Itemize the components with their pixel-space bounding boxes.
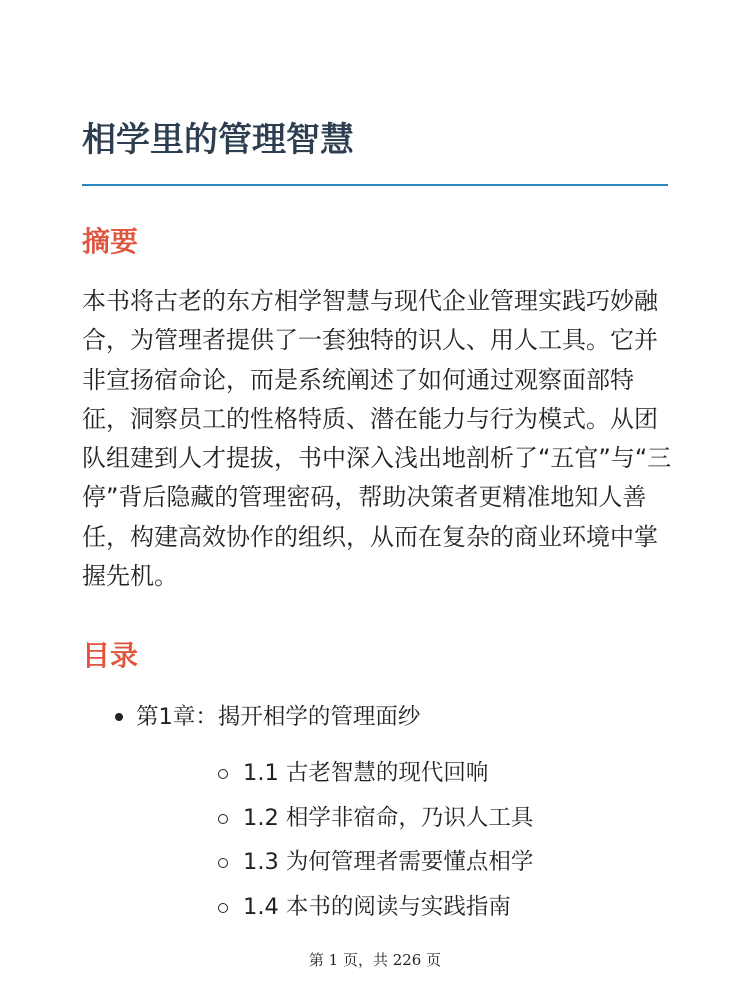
toc-section-list — [136, 751, 668, 929]
toc-section-label: 1.1 古老智慧的现代回响 — [243, 760, 489, 786]
bullet-icon — [115, 713, 123, 721]
abstract-body: 本书将古老的东方相学智慧与现代企业管理实践巧妙融合，为管理者提供了一套独特的识人、用人工具。它并非宣扬宿命论，而是系统阐述了如何通过观察面部特征，洞察员工的性格特质、潜在能力与行为模式。从团队组建到人才提拔，书中深入浅出地剖析了“五官”与“三停”背后隐藏的管理密码，帮助决策者更精准地知人善任，构建高效协作的组织，从而在复杂的商业环境中掌握先机。 — [82, 287, 672, 591]
toc-section[interactable] — [136, 796, 668, 841]
document-title: 相学里的管理智慧 — [82, 120, 354, 160]
hollow-bullet-icon — [218, 858, 228, 868]
title-divider — [82, 184, 668, 186]
toc-list — [82, 697, 668, 929]
toc-heading: 目录 — [82, 639, 139, 672]
toc-section-label: 1.4 本书的阅读与实践指南 — [243, 893, 511, 920]
abstract-heading: 摘要 — [82, 225, 139, 258]
toc-section[interactable] — [136, 840, 668, 885]
hollow-bullet-icon — [218, 814, 228, 824]
toc-section[interactable] — [136, 885, 668, 930]
toc-chapter[interactable] — [82, 697, 668, 929]
hollow-bullet-icon — [218, 769, 228, 779]
toc-section[interactable] — [136, 751, 668, 796]
page-indicator: 第 1 页，共 226 页 — [308, 951, 442, 969]
toc-chapter-label: 第1章：揭开相学的管理面纱 — [136, 704, 421, 730]
toc-section-label: 1.2 相学非宿命，乃识人工具 — [243, 804, 534, 831]
toc-section-label: 1.3 为何管理者需要懂点相学 — [243, 849, 534, 875]
hollow-bullet-icon — [218, 903, 228, 913]
